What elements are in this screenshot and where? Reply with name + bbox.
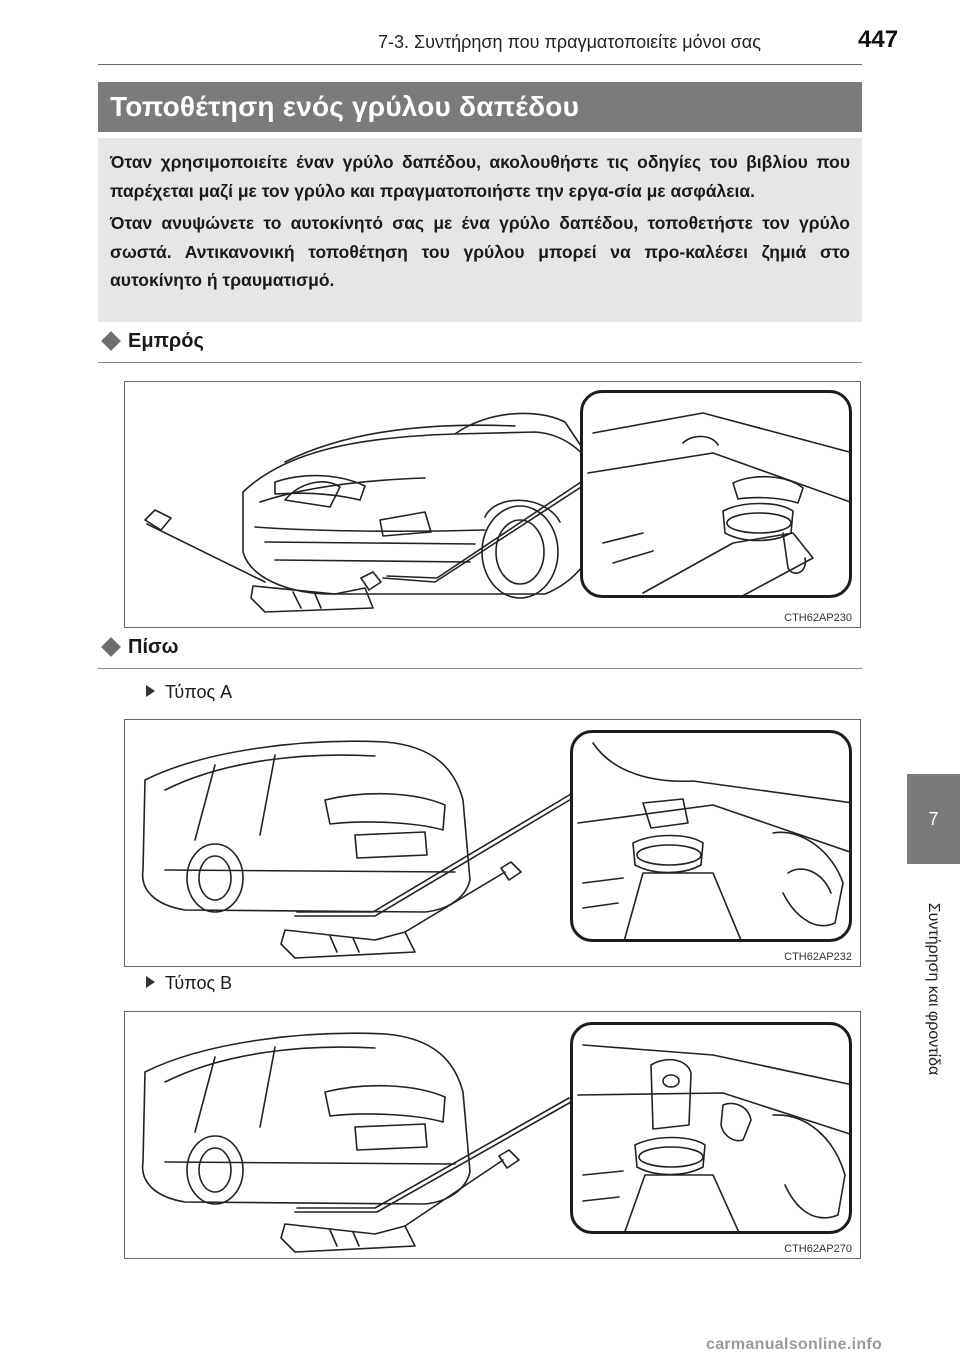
chapter-label (908, 874, 958, 1104)
rear-type-b-jack-point-inset (570, 1022, 852, 1234)
chapter-label-text: Συντήρηση και φροντίδα (925, 902, 942, 1076)
chapter-number: 7 (928, 808, 939, 829)
chapter-tab[interactable] (907, 774, 960, 864)
heading-rear (98, 636, 862, 669)
page-number: 447 (858, 26, 899, 53)
subheading-type-b (146, 973, 232, 994)
figure-code-type-b: CTH62AP270 (784, 1243, 852, 1255)
figure-code-front: CTH62AP230 (784, 612, 852, 624)
rear-type-a-jack-point-inset (570, 730, 852, 942)
type-a-label: Τύπος A (165, 682, 233, 702)
figure-code-type-a: CTH62AP232 (784, 951, 852, 963)
running-header-section: 7-3. Συντήρηση που πραγματοποιείτε μόνοι σας (378, 32, 761, 52)
watermark: carmanualsonline.info (706, 1336, 883, 1353)
figure-front-jack (124, 381, 861, 628)
figure-rear-type-a (124, 719, 861, 967)
triangle-bullet-icon (146, 976, 155, 988)
diamond-bullet-icon (101, 331, 121, 351)
section-title-bar (98, 82, 862, 132)
triangle-bullet-icon (146, 685, 155, 697)
intro-paragraph-2: Όταν ανυψώνετε το αυτοκίνητό σας με ένα γρύλο δαπέδου, τοποθετήστε τον γρύλο σωστά. Αντικανονική τοποθέτηση του γρύλου μπορεί να προ-καλέσει ζημιά στο αυτοκίνητο ή τραυματισμό. (110, 213, 850, 290)
diamond-bullet-icon (101, 637, 121, 657)
type-b-label: Τύπος B (165, 973, 233, 993)
heading-rear-text: Πίσω (128, 636, 179, 658)
rear-type-a-inset-illustration (573, 733, 852, 942)
subheading-type-a (146, 682, 232, 703)
heading-front-text: Εμπρός (128, 330, 204, 352)
intro-box (98, 138, 862, 322)
heading-front (98, 330, 862, 363)
rear-type-b-inset-illustration (573, 1025, 852, 1234)
header-rule (98, 64, 862, 65)
front-jack-point-inset (580, 390, 852, 598)
figure-rear-type-b (124, 1011, 861, 1259)
section-title: Τοποθέτηση ενός γρύλου δαπέδου (110, 91, 580, 122)
intro-paragraph-1: Όταν χρησιμοποιείτε έναν γρύλο δαπέδου, ακολουθήστε τις οδηγίες του βιβλίου που παρέχεται μαζί με τον γρύλο και πραγματοποιήστε την εργα-σία με ασφάλεια. (110, 152, 850, 201)
front-inset-illustration (583, 393, 852, 598)
